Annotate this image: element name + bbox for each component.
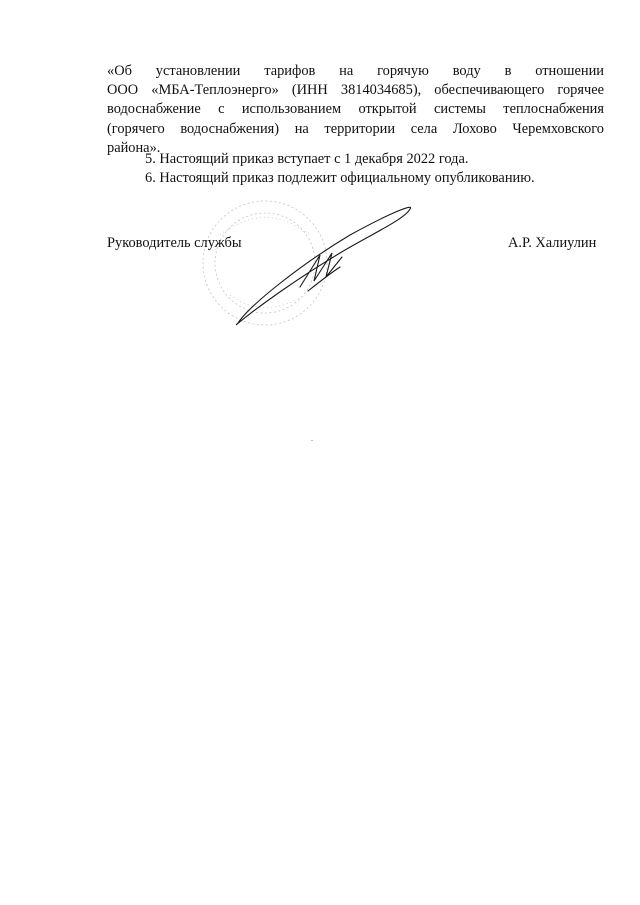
paragraph-line: (горячего водоснабжения) на территории села Лохово Черемховского bbox=[107, 120, 604, 137]
clause-5: 5. Настоящий приказ вступает с 1 декабря 2022 года. bbox=[145, 151, 469, 167]
signatory-position: Руководитель службы bbox=[107, 235, 242, 251]
paragraph-continuation bbox=[107, 62, 604, 158]
official-stamp bbox=[203, 201, 327, 325]
scan-speck bbox=[311, 440, 313, 441]
paragraph-line: ООО «МБА-Теплоэнерго» (ИНН 3814034685), обеспечивающего горячее bbox=[107, 82, 604, 99]
paragraph-line: «Об установлении тарифов на горячую воду в отношении bbox=[107, 63, 604, 79]
signatory-name: А.Р. Халиулин bbox=[508, 235, 597, 251]
signature bbox=[236, 207, 411, 325]
paragraph-line: водоснабжение с использованием открытой системы теплоснабжения bbox=[107, 101, 604, 118]
stamp-and-signature bbox=[190, 195, 430, 335]
paragraph-line: района». bbox=[107, 139, 161, 156]
clause-6: 6. Настоящий приказ подлежит официальному опубликованию. bbox=[145, 170, 535, 186]
